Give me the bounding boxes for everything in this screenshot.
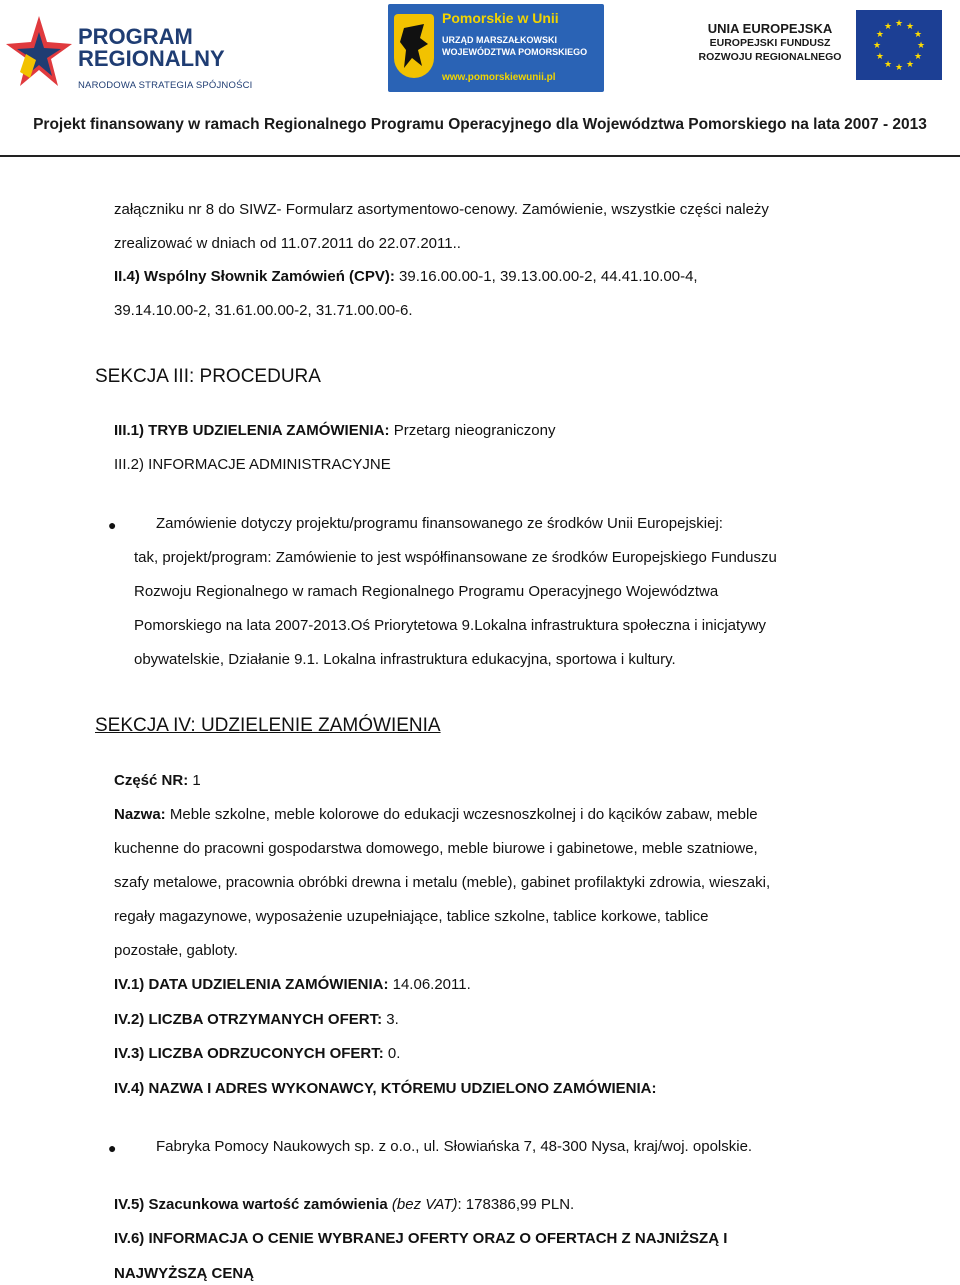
program-logo-line2: REGIONALNY (78, 46, 225, 71)
name-value-1: Meble szkolne, meble kolorowe do edukacji wczesnoszkolnej i do kącików zabaw, meble (165, 806, 758, 823)
pomorskie-logo (388, 4, 604, 92)
pomorskie-logo-line4: www.pomorskiewunii.pl (442, 72, 556, 83)
offers-label: IV.2) LICZBA OTRZYMANYCH OFERT: (114, 1011, 383, 1028)
value-value: : 178386,99 PLN. (457, 1196, 575, 1213)
name-line-2: kuchenne do pracowni gospodarstwa domowego, meble biurowe i gabinetowe, meble szatniowe, (114, 840, 758, 857)
program-regionalny-logo (6, 14, 266, 94)
eu-flag-icon (856, 10, 942, 80)
eu-answer-3: Pomorskiego na lata 2007-2013.Oś Priorytetowa 9.Lokalna infrastruktura społeczna i inicjatywy (134, 617, 766, 634)
cpv-line-2: 39.14.10.00-2, 31.61.00.00-2, 31.71.00.00-6. (114, 302, 413, 319)
eu-answer-2: Rozwoju Regionalnego w ramach Regionalnego Programu Operacyjnego Województwa (134, 583, 719, 600)
intro-line-1: załączniku nr 8 do SIWZ- Formularz asortymentowo-cenowy. Zamówienie, wszystkie części należy (114, 201, 769, 218)
name-line-4: regały magazynowe, wyposażenie uzupełniające, tablice szkolne, tablice korkowe, tablice (114, 908, 709, 925)
offers-value: 3. (382, 1011, 399, 1028)
program-star-icon (6, 14, 72, 94)
eu-star-icon: ★ (894, 18, 904, 28)
eu-star-icon: ★ (914, 29, 923, 39)
section-4-title: SEKCJA IV: UDZIELENIE ZAMÓWIENIA (95, 715, 441, 736)
header-caption: Projekt finansowany w ramach Regionalnego Programu Operacyjnego dla Województwa Pomorskiego na lata 2007 - 2013 (33, 116, 927, 133)
eu-star-icon: ★ (883, 59, 893, 70)
eu-star-icon: ★ (872, 40, 882, 50)
pomorskie-logo-line2: URZĄD MARSZAŁKOWSKI (442, 35, 557, 45)
value-italic: (bez VAT) (387, 1196, 458, 1213)
info-admin-label: III.2) INFORMACJE ADMINISTRACYJNE (114, 456, 391, 473)
eu-question: Zamówienie dotyczy projektu/programu finansowanego ze środków Unii Europejskiej: (156, 515, 723, 532)
bullet-icon: ● (108, 1140, 117, 1156)
program-logo-line3: NARODOWA STRATEGIA SPÓJNOŚCI (78, 80, 253, 91)
cpv-value: 39.16.00.00-1, 39.13.00.00-2, 44.41.10.00-4, (394, 268, 698, 285)
pomorskie-logo-line1: Pomorskie w Unii (442, 10, 559, 26)
eu-star-icon: ★ (883, 20, 893, 31)
date-label: IV.1) DATA UDZIELENIA ZAMÓWIENIA: (114, 976, 389, 993)
eu-star-icon: ★ (894, 62, 904, 72)
intro-line-2: zrealizować w dniach od 11.07.2011 do 22.07.2011.. (114, 235, 461, 252)
rejected-line (114, 1044, 400, 1064)
eu-star-icon: ★ (875, 51, 884, 61)
eu-logo-line1: UNIA EUROPEJSKA (707, 21, 833, 36)
rejected-label: IV.3) LICZBA ODRZUCONYCH OFERT: (114, 1045, 384, 1062)
eu-logo-line3: ROZWOJU REGIONALNEGO (698, 51, 842, 63)
price-line-2: NAJWYŻSZĄ CENĄ (114, 1265, 255, 1282)
page-header (0, 0, 960, 157)
name-line-1 (114, 805, 758, 825)
name-label: Nazwa: (114, 806, 166, 823)
eu-star-icon: ★ (905, 20, 915, 31)
value-label: IV.5) Szacunkowa wartość zamówienia (114, 1196, 388, 1213)
griffin-shield-icon (394, 14, 434, 78)
cpv-label: II.4) Wspólny Słownik Zamówień (CPV): (114, 268, 395, 285)
part-line (114, 771, 201, 791)
eu-star-icon: ★ (916, 40, 926, 50)
tryb-label: III.1) TRYB UDZIELENIA ZAMÓWIENIA: (114, 422, 390, 439)
eu-answer-4: obywatelskie, Działanie 9.1. Lokalna infrastruktura edukacyjna, sportowa i kultury. (134, 651, 676, 668)
program-logo-line1: PROGRAM (78, 24, 193, 49)
part-label: Część NR: (114, 772, 189, 789)
date-line (114, 975, 471, 995)
price-line-1: IV.6) INFORMACJA O CENIE WYBRANEJ OFERTY ORAZ O OFERTACH Z NAJNIŻSZĄ I (114, 1230, 728, 1247)
eu-star-icon: ★ (905, 59, 915, 70)
section-3-title: SEKCJA III: PROCEDURA (95, 366, 321, 387)
eu-logo-line2: EUROPEJSKI FUNDUSZ (709, 37, 831, 49)
rejected-value: 0. (383, 1045, 401, 1062)
eu-star-icon: ★ (875, 29, 884, 39)
contractor-value: Fabryka Pomocy Naukowych sp. z o.o., ul. Słowiańska 7, 48-300 Nysa, kraj/woj. opolskie. (156, 1138, 753, 1155)
name-line-3: szafy metalowe, pracownia obróbki drewna i metalu (meble), gabinet profilaktyki zdrowia, wieszaki, (114, 874, 771, 891)
bullet-icon: ● (108, 517, 117, 533)
name-line-5: pozostałe, gabloty. (114, 942, 238, 959)
value-line (114, 1195, 574, 1215)
offers-line (114, 1010, 399, 1030)
date-value: 14.06.2011. (388, 976, 471, 993)
eu-star-icon: ★ (914, 51, 923, 61)
tryb-line (114, 421, 555, 441)
pomorskie-logo-line3: WOJEWÓDZTWA POMORSKIEGO (442, 47, 588, 57)
eu-logo-text (690, 22, 850, 64)
contractor-label: IV.4) NAZWA I ADRES WYKONAWCY, KTÓREMU UDZIELONO ZAMÓWIENIA: (114, 1080, 657, 1097)
tryb-value: Przetarg nieograniczony (389, 422, 556, 439)
part-value: 1 (188, 772, 201, 789)
cpv-line (114, 267, 698, 287)
eu-answer-1: tak, projekt/program: Zamówienie to jest współfinansowane ze środków Europejskiego Funduszu (134, 549, 777, 566)
